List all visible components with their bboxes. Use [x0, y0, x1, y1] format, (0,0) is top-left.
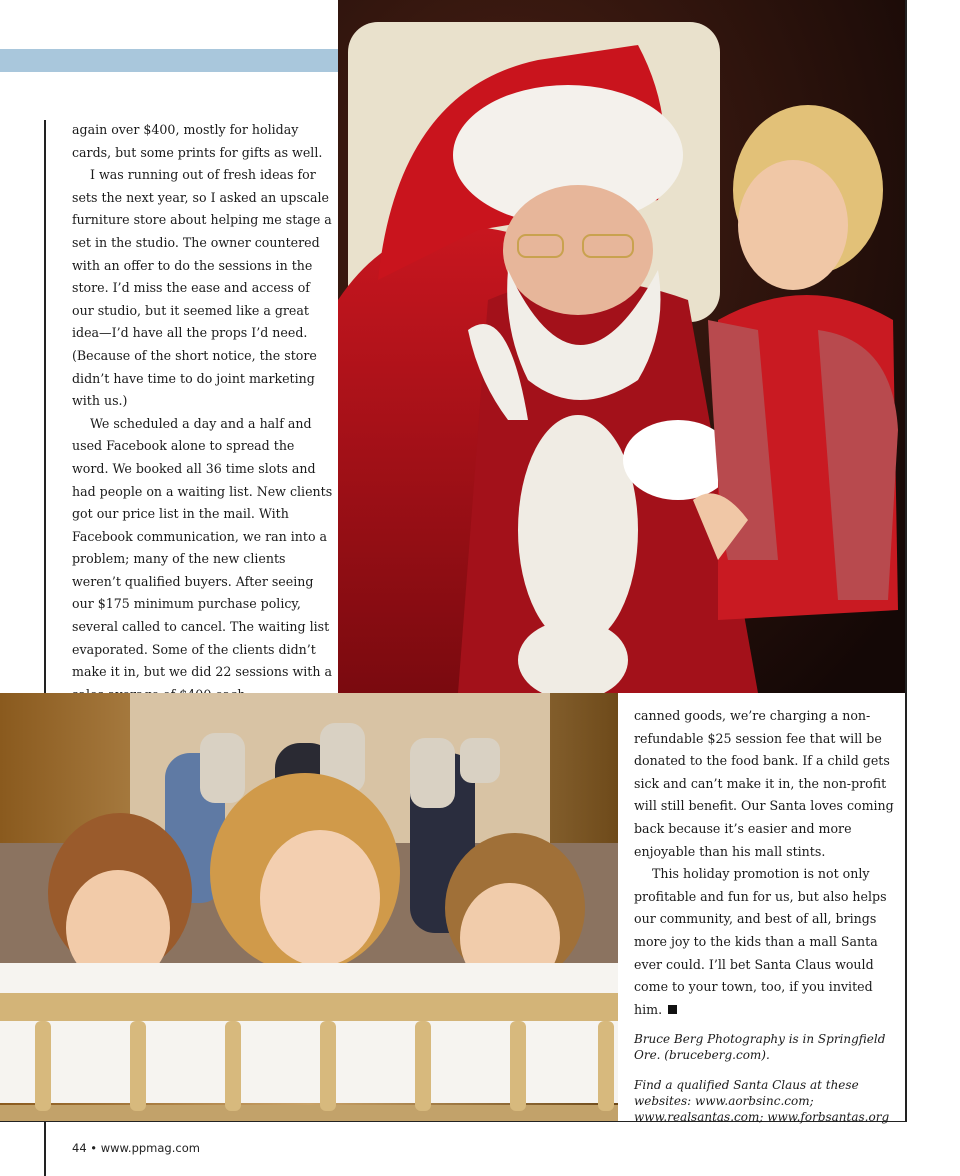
footer-rule	[44, 1122, 46, 1176]
header-accent-bar	[0, 49, 338, 72]
santa-photo	[338, 0, 905, 693]
santa-links-note: Find a qualified Santa Claus at these websites: www.aorbsinc.com; www.realsantas.com; www.forbsantas.org	[634, 1078, 890, 1125]
end-mark-icon	[668, 1005, 677, 1014]
paragraph: again over $400, mostly for holiday cards, but some prints for gifts as well.	[72, 122, 323, 160]
footer-separator: •	[90, 1141, 98, 1155]
girls-photo	[0, 693, 618, 1121]
paragraph: We scheduled a day and a half and used Facebook alone to spread the word. We booked all 36 time slots and had people on a waiting list. New clients got our price list in the mail. With Facebook communication, we ran into a problem; many of the new clients weren’t qualified buyers. After seeing our $175 minimum purchase policy, several called to cancel. The waiting list evaporated. Some of the clients didn’t make it in, but we did 22 sessions with a	[72, 415, 333, 680]
footer-url: www.ppmag.com	[100, 1141, 200, 1155]
right-border-rule	[905, 0, 907, 1122]
page-number: 44	[72, 1141, 87, 1155]
paragraph-text: This holiday promotion is not only profitable and fun for us, but also helps our community, and best of all, brings more joy to the kids than a mall Santa ever could. I’ll bet Santa Claus would come to your town, too, if you invited him.	[634, 866, 887, 1017]
paragraph	[634, 863, 896, 1021]
page-footer	[72, 1141, 200, 1155]
photographer-credit: Bruce Berg Photography is in Springfield Ore. (bruceberg.com).	[634, 1032, 886, 1063]
article-column-2	[634, 705, 896, 1125]
left-column-rule	[44, 120, 46, 694]
paragraph: I was running out of fresh ideas for sets the next year, so I asked an upscale furniture store about helping me stage a set in the studio. The owner countered with an offer to do the sessions in the store. I’d miss the ease and access of our studio, but it seemed like a great idea—I’d have all the props I’d need. (Because of the short notice, the store didn’t have time to do joint marketing with us.)	[72, 167, 332, 409]
paragraph: canned goods, we’re charging a non-refundable $25 session fee that will be donated to the food bank. If a child gets sick and can’t make it in, the non-profit will still benefit. Our Santa loves coming back because it’s easier and more enjoyable than his mall stints.	[634, 708, 894, 859]
